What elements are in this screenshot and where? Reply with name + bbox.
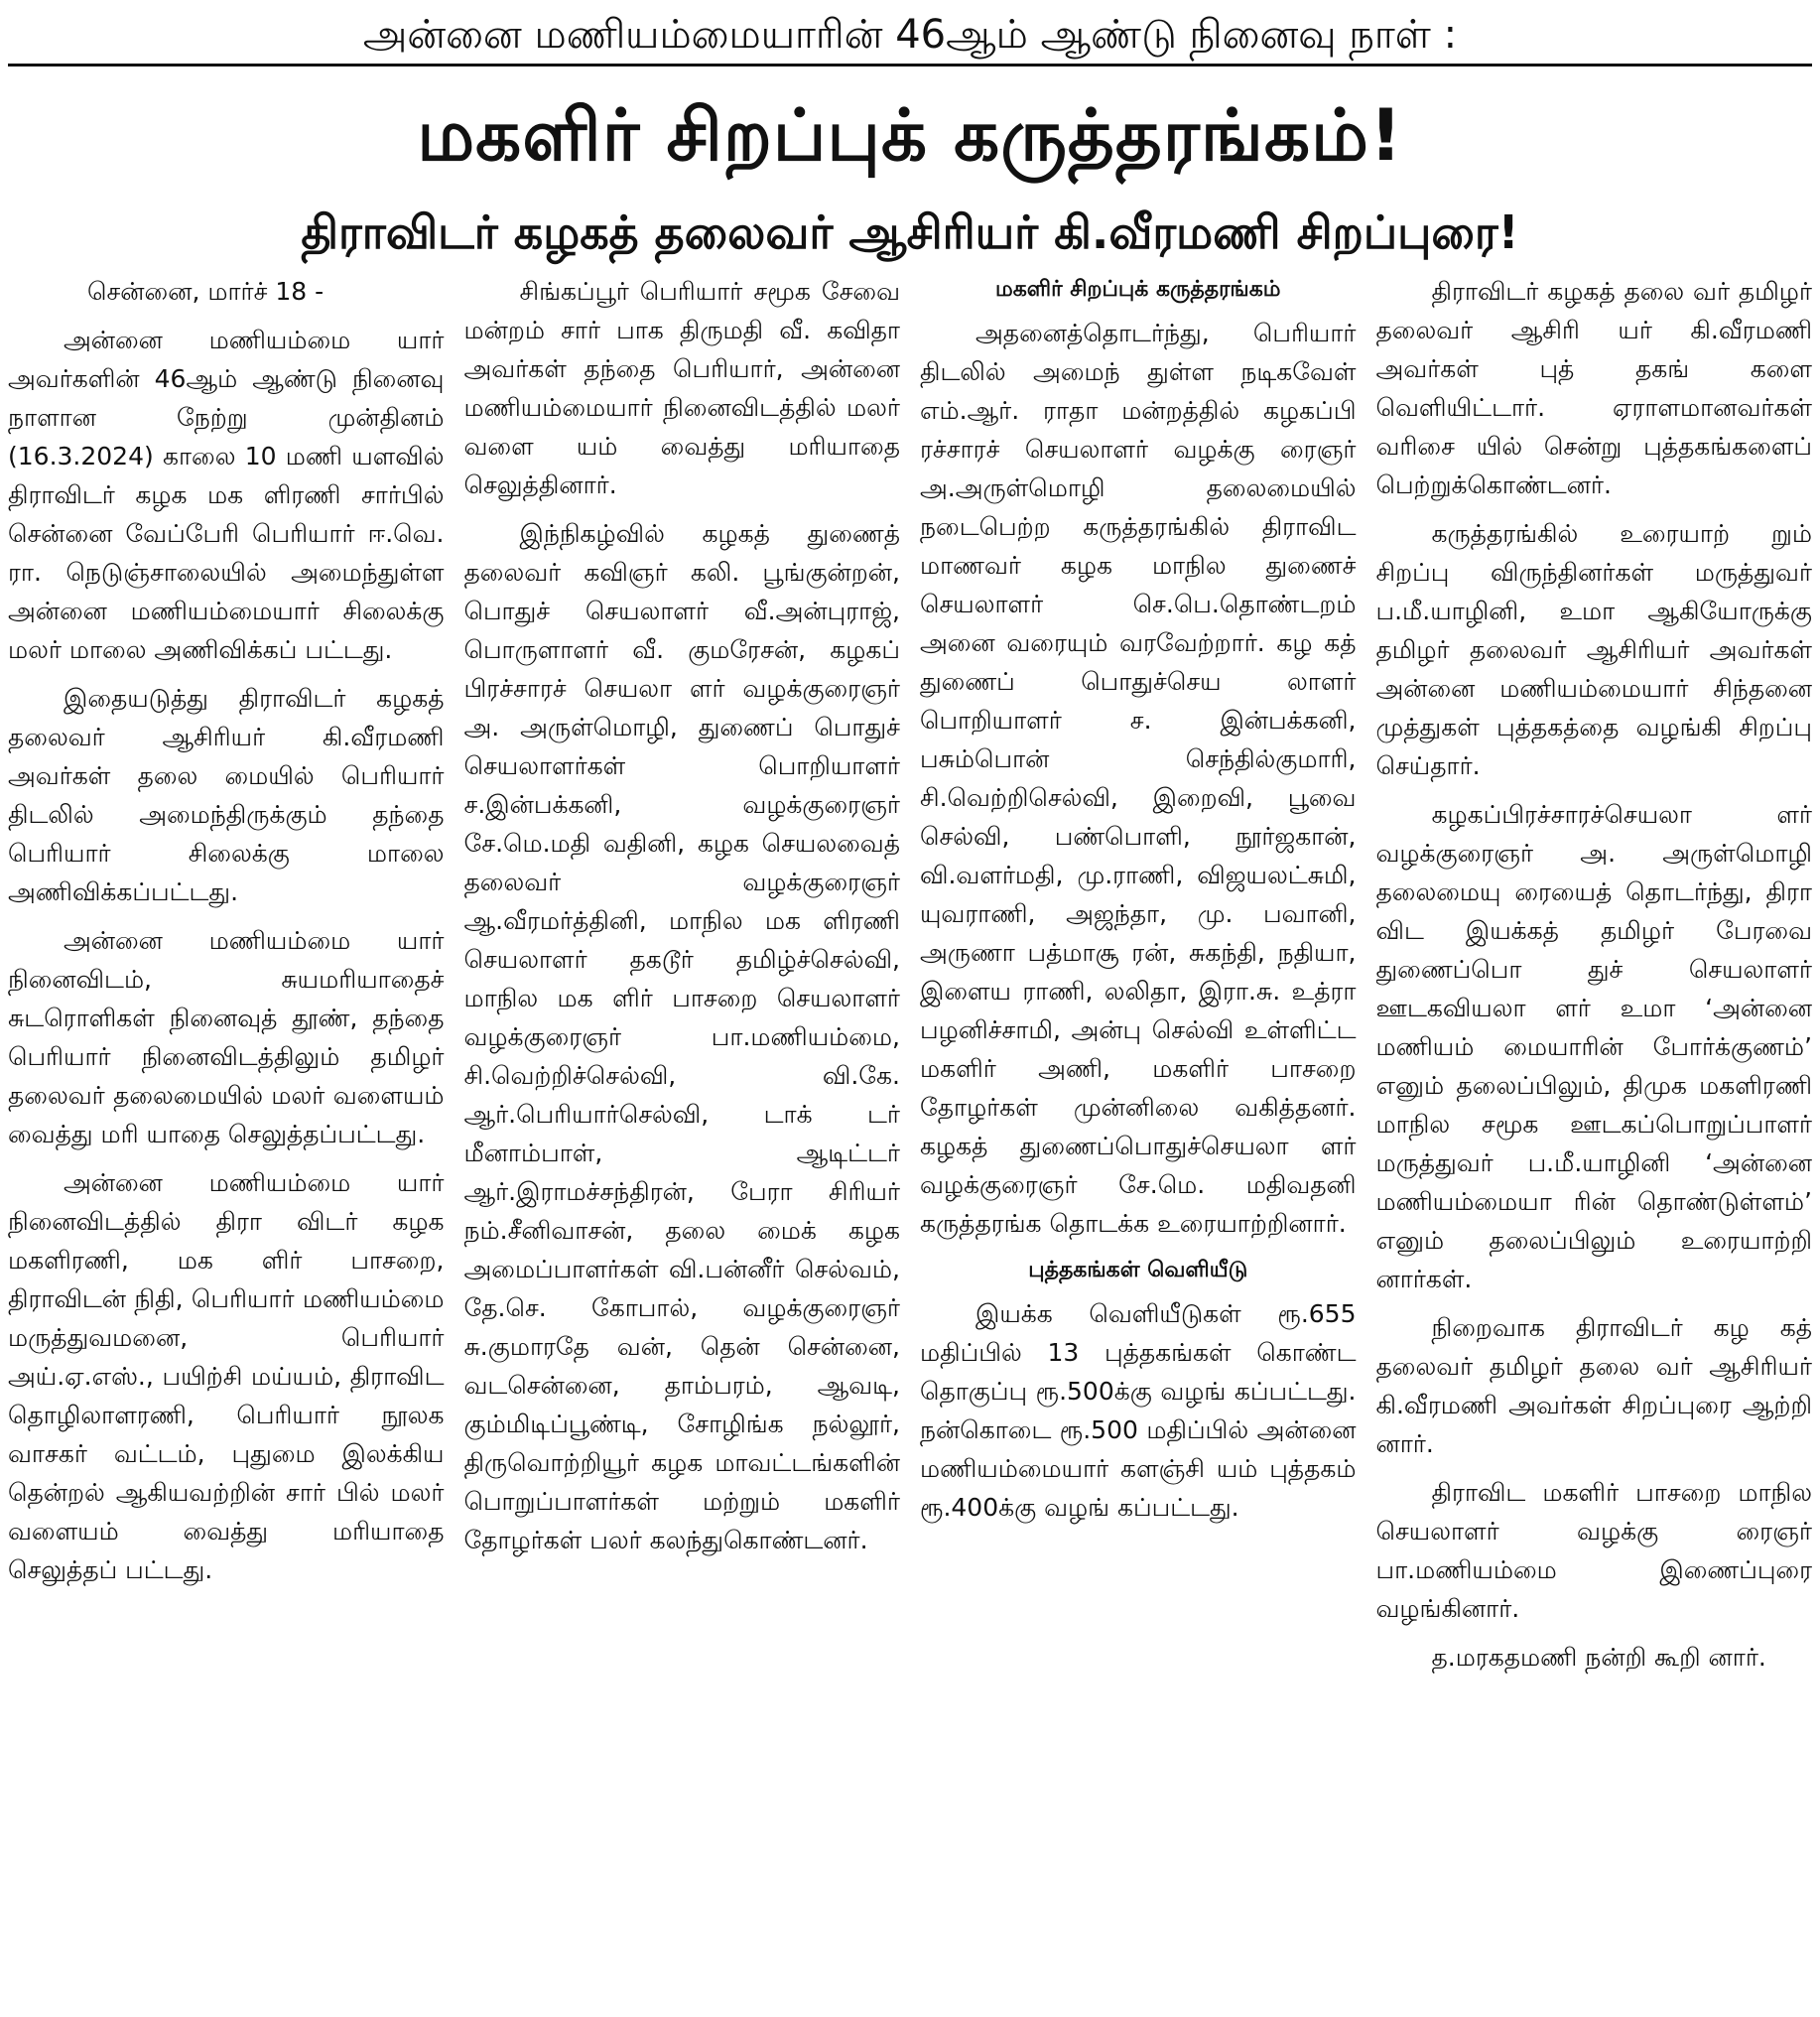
paragraph: திராவிட மகளிர் பாசறை மாநில செயலாளர் வழக்கு ரைஞர் பா.மணியம்மை இணைப்புரை வழங்கினார். <box>1375 1478 1812 1623</box>
paragraph: த.மரகதமணி நன்றி கூறி னார். <box>1431 1643 1766 1672</box>
paragraph: இயக்க வெளியீடுகள் ரூ.655 மதிப்பில் 13 புத்தகங்கள் கொண்ட தொகுப்பு ரூ.500க்கு வழங் கப்பட்டது. நன்கொடை ரூ.500 மதிப்பில் அன்னை மணியம்மையார் களஞ்சி யம் புத்தகம் ரூ.400க்கு வழங் கப்பட்டது. <box>920 1299 1357 1522</box>
paragraph: கருத்தரங்கில் உரையாற் றும் சிறப்பு விருந்தினர்கள் மருத்துவர் ப.மீ.யாழினி, உமா ஆகியோருக்கு தமிழர் தலைவர் ஆசிரியர் அவர்கள் அன்னை மணியம்மையார் சிந்தனை முத்துகள் புத்தகத்தை வழங்கி சிறப்பு செய்தார். <box>1375 519 1812 780</box>
headline: மகளிர் சிறப்புக் கருத்தரங்கம்! <box>417 93 1403 177</box>
paragraph: அன்னை மணியம்மை யார் அவர்களின் 46ஆம் ஆண்டு நினைவு நாளான நேற்று முன்தினம் (16.3.2024) காலை 10 மணி யளவில் திராவிடர் கழக மக ளிரணி சார்பில் சென்னை வேப்பேரி பெரியார் ஈ.வெ. ரா. நெடுஞ்சாலையில் அமைந்துள்ள அன்னை மணியம்மையார் சிலைக்கு மலர் மாலை அணிவிக்கப் பட்டது. <box>8 326 445 664</box>
paragraph: கழகப்பிரச்சாரச்செயலா ளர் வழக்குரைஞர் அ. அருள்மொழி தலைமையு ரையைத் தொடர்ந்து, திரா விட இயக்கத் தமிழர் பேரவை துணைப்பொ துச் செயலாளர் ஊடகவியலா ளர் உமா ‘அன்னை மணியம் மையாரின் போர்க்குணம்’ எனும் தலைப்பிலும், திமுக மகளிரணி மாநில சமூக ஊடகப்பொறுப்பாளர் மருத்துவர் ப.மீ.யாழினி ‘அன்னை மணியம்மையா ரின் தொண்டுள்ளம்’ எனும் தலைப்பிலும் உரையாற்றி னார்கள். <box>1375 800 1812 1293</box>
paragraph: அதனைத்தொடர்ந்து, பெரியார் திடலில் அமைந் துள்ள நடிகவேள் எம்.ஆர். ராதா மன்றத்தில் கழகப்பி ரச்சாரச் செயலாளர் வழக்கு ரைஞர் அ.அருள்மொழி தலைமையில் நடைபெற்ற கருத்தரங்கில் திராவிட மாணவர் கழக மாநில துணைச் செயலாளர் செ.பெ.தொண்டறம் அனை வரையும் வரவேற்றார். கழ கத் துணைப் பொதுச்செய லாளர் பொறியாளர் ச. இன்பக்கனி, பசும்பொன் செந்தில்குமாரி, சி.வெற்றிசெல்வி, இறைவி, பூவை செல்வி, பண்பொளி, நூர்ஜகான், வி.வளர்மதி, மு.ராணி, விஜயலட்சுமி, யுவராணி, அஜந்தா, மு. பவானி, அருணா பத்மாசூ ரன், சுகந்தி, நதியா, இளைய ராணி, லலிதா, இரா.சு. உத்ரா பழனிச்சாமி, அன்பு செல்வி உள்ளிட்ட மகளிர் அணி, மகளிர் பாசறை தோழர்கள் முன்னிலை வகித்தனர். கழகத் துணைப்பொதுச்செயலா ளர் வழக்குரைஞர் சே.மெ. மதிவதனி கருத்தரங்க தொடக்க உரையாற்றினார். <box>920 319 1357 1238</box>
paragraph: நிறைவாக திராவிடர் கழ கத் தலைவர் தமிழர் தலை வர் ஆசிரியர் கி.வீரமணி அவர்கள் சிறப்புரை ஆற்றி னார். <box>1375 1313 1812 1458</box>
column-4 <box>1376 272 1813 2009</box>
newspaper-page <box>0 6 1820 2017</box>
dateline: சென்னை, மார்ச் 18 - <box>87 277 325 306</box>
kicker-line: அன்னை மணியம்மையாரின் 46ஆம் ஆண்டு நினைவு நாள் : <box>8 6 1812 67</box>
column-2 <box>464 272 901 2009</box>
section-heading: புத்தகங்கள் வெளியீடு <box>1028 1258 1248 1282</box>
article-columns <box>8 272 1812 2009</box>
paragraph: சிங்கப்பூர் பெரியார் சமூக சேவை மன்றம் சார் பாக திருமதி வீ. கவிதா அவர்கள் தந்தை பெரியார், அன்னை மணியம்மையார் நினைவிடத்தில் மலர் வளை யம் வைத்து மரியாதை செலுத்தினார். <box>463 277 900 499</box>
paragraph: திராவிடர் கழகத் தலை வர் தமிழர் தலைவர் ஆசிரி யர் கி.வீரமணி அவர்கள் புத் தகங் களை வெளியிட்டார். ஏராளமானவர்கள் வரிசை யில் சென்று புத்தகங்களைப் பெற்றுக்கொண்டனர். <box>1375 277 1812 499</box>
section-heading: மகளிர் சிறப்புக் கருத்தரங்கம் <box>995 277 1281 302</box>
subheadline: திராவிடர் கழகத் தலைவர் ஆசிரியர் கி.வீரமணி சிறப்புரை! <box>301 205 1519 259</box>
paragraph: இதையடுத்து திராவிடர் கழகத் தலைவர் ஆசிரியர் கி.வீரமணி அவர்கள் தலை மையில் பெரியார் திடலில் அமைந்திருக்கும் தந்தை பெரியார் சிலைக்கு மாலை அணிவிக்கப்பட்டது. <box>8 684 445 906</box>
paragraph: அன்னை மணியம்மை யார் நினைவிடத்தில் திரா விடர் கழக மகளிரணி, மக ளிர் பாசறை, திராவிடன் நிதி, பெரியார் மணியம்மை மருத்துவமனை, பெரியார் அய்.ஏ.எஸ்., பயிற்சி மய்யம், திராவிட தொழிலாளரணி, பெரியார் நூலக வாசகர் வட்டம், புதுமை இலக்கிய தென்றல் ஆகியவற்றின் சார் பில் மலர் வளையம் வைத்து மரியாதை செலுத்தப் பட்டது. <box>8 1168 445 1584</box>
paragraph: இந்நிகழ்வில் கழகத் துணைத் தலைவர் கவிஞர் கலி. பூங்குன்றன், பொதுச் செயலாளர் வீ.அன்புராஜ், பொருளாளர் வீ. குமரேசன், கழகப் பிரச்சாரச் செயலா ளர் வழக்குரைஞர் அ. அருள்மொழி, துணைப் பொதுச் செயலாளர்கள் பொறியாளர் ச.இன்பக்கனி, வழக்குரைஞர் சே.மெ.மதி வதினி, கழக செயலவைத் தலைவர் வழக்குரைஞர் ஆ.வீரமர்த்தினி, மாநில மக ளிரணி செயலாளர் தகடூர் தமிழ்ச்செல்வி, மாநில மக ளிர் பாசறை செயலாளர் வழக்குரைஞர் பா.மணியம்மை, சி.வெற்றிச்செல்வி, வி.கே. ஆர்.பெரியார்செல்வி, டாக் டர் மீனாம்பாள், ஆடிட்டர் ஆர்.இராமச்சந்திரன், பேரா சிரியர் நம்.சீனிவாசன், தலை மைக் கழக அமைப்பாளர்கள் வி.பன்னீர் செல்வம், தே.செ. கோபால், வழக்குரைஞர் சு.குமாரதே வன், தென் சென்னை, வடசென்னை, தாம்பரம், ஆவடி, கும்மிடிப்பூண்டி, சோழிங்க நல்லூர், திருவொற்றியூர் கழக மாவட்டங்களின் பொறுப்பாளர்கள் மற்றும் மகளிர் தோழர்கள் பலர் கலந்துகொண்டனர். <box>463 519 900 1554</box>
paragraph: அன்னை மணியம்மை யார் நினைவிடம், சுயமரியாதைச் சுடரொளிகள் நினைவுத் தூண், தந்தை பெரியார் நினைவிடத்திலும் தமிழர் தலைவர் தலைமையில் மலர் வளையம் வைத்து மரி யாதை செலுத்தப்பட்டது. <box>8 926 445 1148</box>
column-1 <box>8 272 445 2009</box>
column-3 <box>920 272 1357 2009</box>
